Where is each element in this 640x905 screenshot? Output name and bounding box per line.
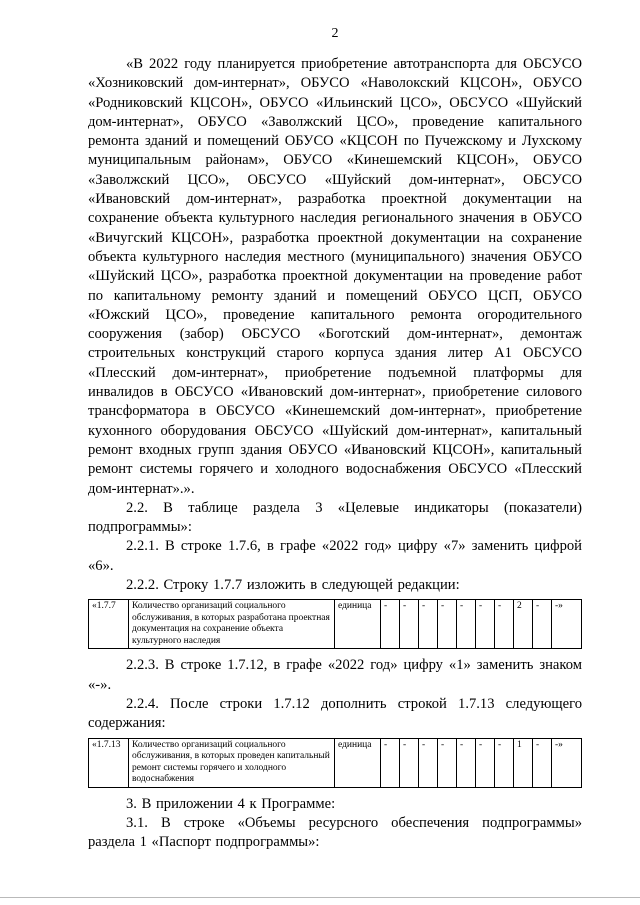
paragraph-2-2-3: 2.2.3. В строке 1.7.12, в графе «2022 год» цифру «1» заменить знаком «-». <box>88 657 582 693</box>
paragraph-main: «В 2022 году планируется приобретение автотранспорта для ОБСУСО «Хозниковский дом-интернат», ОБУСО «Наволокский КЦСОН», ОБУСО «Родниковский КЦСОН», ОБУСО «Ильинский ЦСО», ОБСУСО «Шуйский дом-интернат», ОБУСО «Заволжский ЦСО», проведение капитального ремонта зданий и помещений ОБУСО «КЦСОН по Пучежскому и Лухскому муниципальным районам», ОБУСО «Кинешемский КЦСОН», ОБУСО «Заволжский ЦСО», ОБСУСО «Шуйский дом-интернат», ОБСУСО «Ивановский дом-интернат», разработка проектной документации на сохранение объекта культурного наследия регионального значения в ОБУСО «Вичугский КЦСОН», разработка проектной документации на сохранение объекта культурного наследия местного (муниципального) значения ОБУСО «Шуйский ЦСО», разработка проектной документации на проведение работ по капитальному ремонту зданий и помещений ОБУСО ЦСП, ОБУСО «Южский ЦСО», проведение капитального ремонта огородительного сооружения (забор) ОБСУСО «Боготский дом-интернат», демонтаж строительных конструкций старого корпуса здания литер А1 ОБСУСО «Плесский дом-интернат», приобретение подъемной платформы для инвалидов в ОБСУСО «Ивановский дом-интернат», приобретение силового трансформатора в ОБСУСО «Кинешемский дом-интернат», приобретение кухонного оборудования ОБСУСО «Шуйский дом-интернат», капитальный ремонт входных групп здания ОБУСО «Ивановский КЦСОН», капитальный ремонт системы горячего и холодного водоснабжения ОБСУСО «Плесский дом-интернат».». <box>88 56 582 497</box>
table-row <box>89 738 582 787</box>
table-row-id-cell: «1.7.7 <box>89 600 129 649</box>
paragraph-2-2: 2.2. В таблице раздела 3 «Целевые индикаторы (показатели) подпрограммы»: <box>88 499 582 536</box>
table-value-cell: - <box>438 738 457 787</box>
table-value-cell: - <box>381 738 400 787</box>
table-value-cell: - <box>381 600 400 649</box>
table-value-cell: - <box>419 738 438 787</box>
table-row-id-cell: «1.7.13 <box>89 738 129 787</box>
table-value-cell: - <box>495 600 514 649</box>
page-bottom-edge <box>0 897 640 898</box>
table-value-cell: - <box>476 738 495 787</box>
table-value-cell: - <box>495 738 514 787</box>
table-unit-cell: единица <box>335 738 381 787</box>
table-value-cell: - <box>457 738 476 787</box>
paragraph-2-2-2: 2.2.2. Строку 1.7.7 изложить в следующей редакции: <box>126 577 460 594</box>
table-description-cell: Количество организаций социального обслуживания, в которых разработана проектная документация на сохранение объекта культурного наследия <box>129 600 335 649</box>
table-description-cell: Количество организаций социального обслуживания, в которых проведен капитальный ремонт системы горячего и холодного водоснабжения <box>129 738 335 787</box>
paragraph-3: 3. В приложении 4 к Программе: <box>126 795 336 812</box>
table-row <box>89 600 582 649</box>
table-value-cell: - <box>400 738 419 787</box>
paragraph-2-2-1: 2.2.1. В строке 1.7.6, в графе «2022 год» цифру «7» заменить цифрой «6». <box>88 538 582 574</box>
table-value-cell: - <box>533 600 552 649</box>
table-value-cell: - <box>419 600 438 649</box>
table-row-1-7-7 <box>88 599 582 649</box>
table-value-cell: - <box>400 600 419 649</box>
table-value-cell: -» <box>552 738 582 787</box>
table-value-cell: - <box>438 600 457 649</box>
paragraph-3-1: 3.1. В строке «Объемы ресурсного обеспечения подпрограммы» раздела 1 «Паспорт подпрограммы»: <box>88 814 582 851</box>
table-row-1-7-13 <box>88 738 582 788</box>
table-unit-cell: единица <box>335 600 381 649</box>
page-number: 2 <box>331 26 339 41</box>
table-value-cell: - <box>476 600 495 649</box>
table-value-cell: - <box>533 738 552 787</box>
table-value-cell: -» <box>552 600 582 649</box>
table-value-cell: 2 <box>514 600 533 649</box>
table-value-cell: 1 <box>514 738 533 787</box>
table-value-cell: - <box>457 600 476 649</box>
paragraph-2-2-4: 2.2.4. После строки 1.7.12 дополнить строкой 1.7.13 следующего содержания: <box>88 695 582 732</box>
